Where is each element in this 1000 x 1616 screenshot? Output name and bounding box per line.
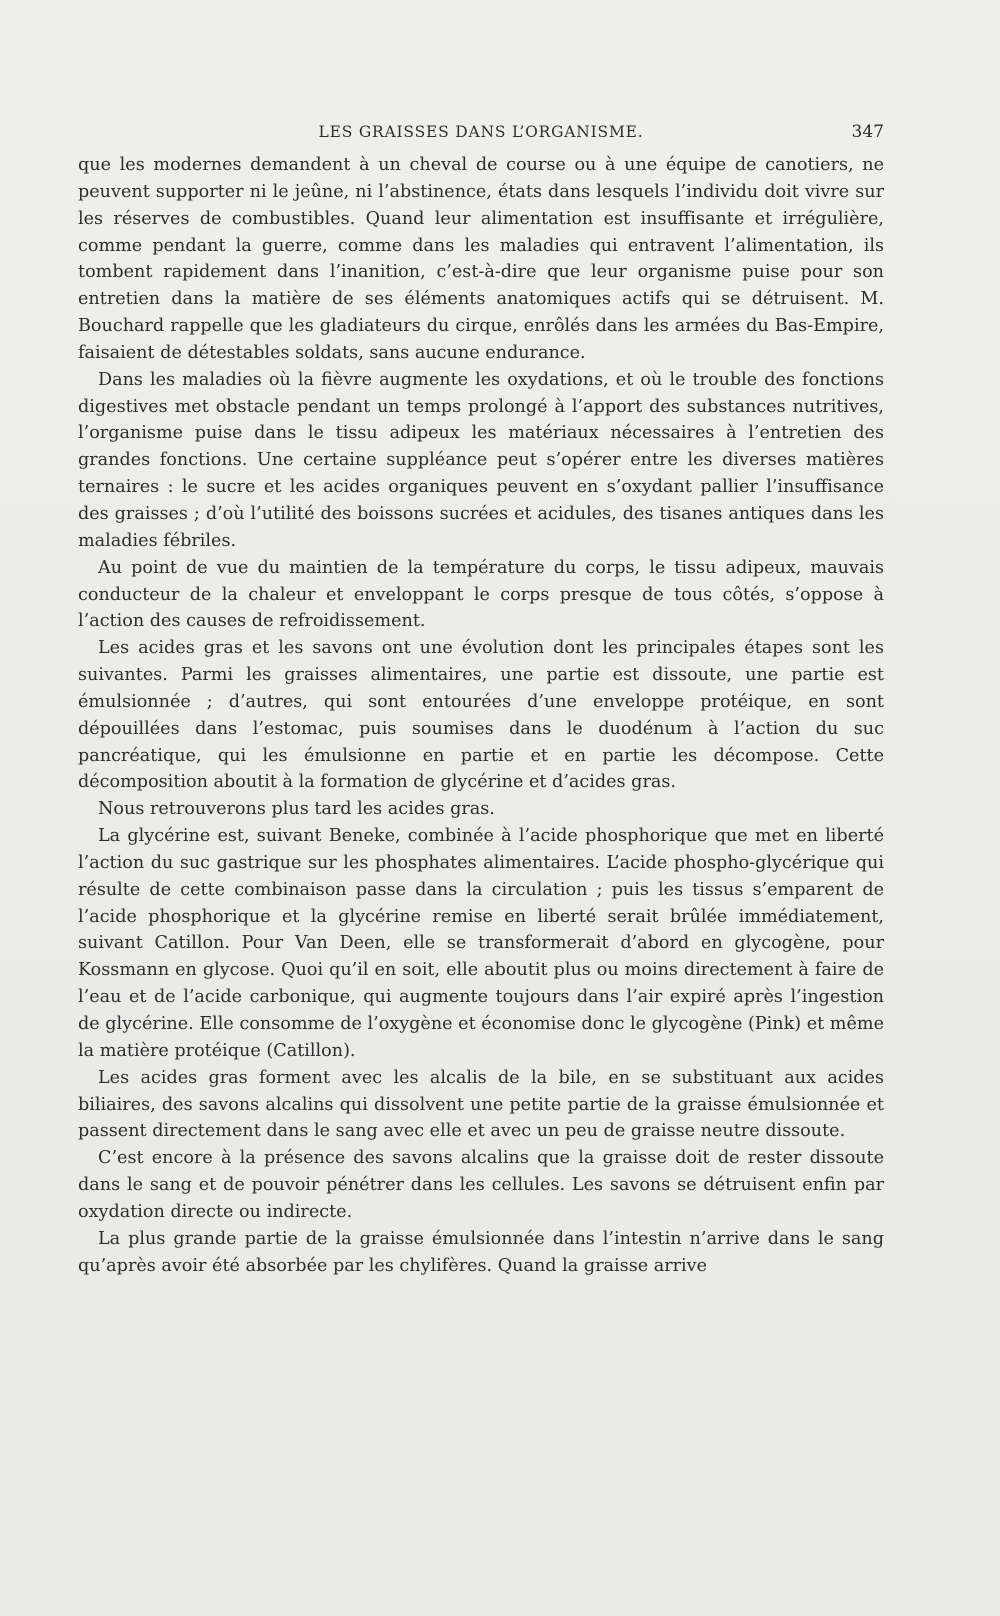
paragraph-fever: Dans les maladies où la fièvre augmente les oxydations, et où le trouble des fonctions digestives met obstacle pendant un temps prolongé à l’apport des substances nutritives, l’organisme puise dans le tissu adipeux les matériaux nécessaires à l’entretien des grandes fonctions. Une certaine suppléance peut s’opérer entre les diverses matières ternaires : le sucre et les acides organiques peuvent en s’oxydant pallier l’insuffisance des graisses ; d’où l’utilité des boissons sucrées et acidules, des tisanes antiques dans les maladies fébriles. [78, 369, 884, 551]
paragraph-continuation: que les modernes demandent à un cheval de course ou à une équipe de canotiers, ne peuvent supporter ni le jeûne, ni l’abstinence, états dans lesquels l’individu doit vivre sur les réserves de combustibles. Quand leur alimentation est insuffisante et irrégulière, comme pendant la guerre, comme dans les maladies qui entravent l’alimentation, ils tombent rapidement dans l’inanition, c’est-à-dire que leur organisme puise pour son entretien dans la matière de ses éléments anatomiques actifs qui se détruisent. M. Bouchard rappelle que les gladiateurs du cirque, enrôlés dans les armées du Bas-Empire, faisaient de détestables soldats, sans aucune endurance. [78, 155, 884, 363]
paragraph-later-note: Nous retrouverons plus tard les acides gras. [98, 799, 495, 820]
paragraph-chyliferous: La plus grande partie de la graisse émulsionnée dans l’intestin n’arrive dans le sang qu’après avoir été absorbée par les chylifères. Quand la graisse arrive [78, 1228, 884, 1276]
paragraph-fatty-acids-evolution: Les acides gras et les savons ont une évolution dont les principales étapes sont les suivantes. Parmi les graisses alimentaires, une partie est dissoute, une partie est émulsionnée ; d’autres, qui sont entourées d’une enveloppe protéique, en sont dépouillées dans l’estomac, puis soumises dans le duodénum à l’action du suc pancréatique, qui les émulsionne en partie et en partie les décompose. Cette décomposition aboutit à la formation de glycérine et d’acides gras. [78, 638, 884, 793]
paragraph-alkaline-soaps: Les acides gras forment avec les alcalis de la bile, en se substituant aux acides biliaires, des savons alcalins qui dissolvent une petite partie de la graisse émulsionnée et passent directement dans le sang avec elle et avec un peu de graisse neutre dissoute. [78, 1067, 884, 1142]
paragraph-glycerine: La glycérine est, suivant Beneke, combinée à l’acide phosphorique que met en liberté l’action du suc gastrique sur les phosphates alimentaires. L’acide phospho-glycérique qui résulte de cette combinaison passe dans la circulation ; puis les tissus s’emparent de l’acide phosphorique et la glycérine remise en liberté serait brûlée immédiatement, suivant Catillon. Pour Van Deen, elle se transformerait d’abord en glycogène, pour Kossmann en glycose. Quoi qu’il en soit, elle aboutit plus ou moins directement à faire de l’eau et de l’acide carbonique, qui augmente toujours dans l’air expiré après l’ingestion de glycérine. Elle consomme de l’oxygène et économise donc le glycogène (Pink) et même la matière protéique (Catillon). [78, 826, 884, 1061]
paragraph-soaps-in-blood: C’est encore à la présence des savons alcalins que la graisse doit de rester dissoute dans le sang et de pouvoir pénétrer dans les cellules. Les savons se détruisent enfin par oxydation directe ou indirecte. [78, 1148, 884, 1222]
running-title: LES GRAISSES DANS L’ORGANISME. [318, 123, 644, 141]
running-head [78, 123, 884, 149]
page-number: 347 [851, 122, 884, 142]
paragraph-temperature: Au point de vue du maintien de la température du corps, le tissu adipeux, mauvais conducteur de la chaleur et enveloppant le corps presque de tous côtés, s’oppose à l’action des causes de refroidissement. [78, 557, 884, 632]
body-text [78, 152, 884, 1279]
